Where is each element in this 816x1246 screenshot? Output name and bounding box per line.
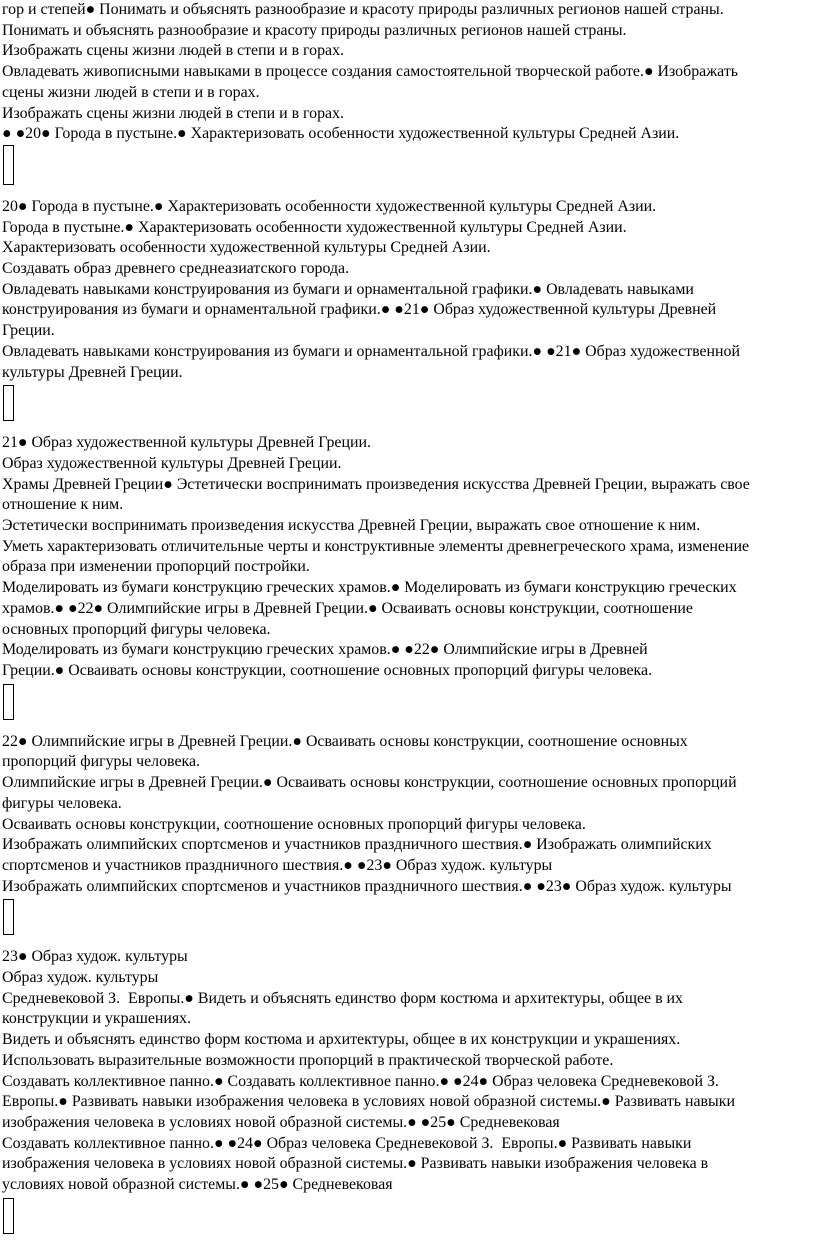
text-line: Овладевать навыками конструирования из бумаги и орнаментальной графики.● Овладевать навыками [2, 280, 694, 298]
text-line: Моделировать из бумаги конструкцию греческих храмов.● Моделировать из бумаги конструкцию греческих [2, 579, 737, 597]
text-line: Использовать выразительные возможности пропорций в практической творческой работе. [2, 1051, 614, 1069]
text-section [2, 433, 814, 681]
empty-table-cell-marker [3, 899, 14, 935]
text-line: отношение к ним. [2, 496, 124, 514]
text-line: основных пропорций фигуры человека. [2, 620, 271, 638]
text-line: конструирования из бумаги и орнаментальной графики.● ●21● Образ художественной культуры Древней [2, 301, 717, 319]
text-line: фигуры человека. [2, 794, 122, 812]
text-line: спортсменов и участников праздничного шествия.● ●23● Образ худож. культуры [2, 856, 553, 874]
text-section [2, 0, 814, 145]
text-line: сцены жизни людей в степи и в горах. [2, 83, 260, 101]
text-line: изображения человека в условиях новой образной системы.● Развивать навыки изображения человека в [2, 1155, 709, 1173]
text-line: Изображать олимпийских спортсменов и участников праздничного шествия.● Изображать олимпийских [2, 836, 712, 854]
text-line: Европы.● Развивать навыки изображения человека в условиях новой образной системы.● Развивать навыки [2, 1093, 735, 1111]
text-line: Создавать коллективное панно.● Создавать коллективное панно.● ●24● Образ человека Средневековой З. [2, 1072, 719, 1090]
text-line: конструкции и украшениях. [2, 1010, 192, 1028]
text-line: Средневековой З. Европы.● Видеть и объяснять единство форм костюма и архитектуры, общее в их [2, 989, 683, 1007]
text-line: Образ худож. культуры [2, 969, 159, 987]
text-line: культуры Древней Греции. [2, 363, 183, 381]
text-line: Олимпийские игры в Древней Греции.● Осваивать основы конструкции, соотношение основных пропорций [2, 774, 737, 792]
text-line: Эстетически воспринимать произведения искусства Древней Греции, выражать свое отношение к ним. [2, 517, 701, 535]
text-line: Осваивать основы конструкции, соотношение основных пропорций фигуры человека. [2, 815, 586, 833]
text-line: Греции. [2, 322, 55, 340]
text-line: 20● Города в пустыне.● Характеризовать особенности художественной культуры Средней Азии. [2, 197, 657, 215]
text-line: Храмы Древней Греции● Эстетически воспринимать произведения искусства Древней Греции, выражать свое [2, 475, 750, 493]
text-line: Города в пустыне.● Характеризовать особенности художественной культуры Средней Азии. [2, 218, 627, 236]
text-line: Моделировать из бумаги конструкцию греческих храмов.● ●22● Олимпийские игры в Древней [2, 641, 648, 659]
text-line: Овладевать живописными навыками в процессе создания самостоятельной творческой работе.● Изображать [2, 63, 739, 81]
empty-table-cell-marker [3, 385, 14, 421]
text-line: Создавать образ древнего среднеазиатского города. [2, 260, 350, 278]
empty-table-cell-marker [3, 684, 14, 720]
text-line: Уметь характеризовать отличительные черты и конструктивные элементы древнегреческого храма, изменение [2, 537, 749, 555]
text-line: условиях новой образной системы.● ●25● Средневековая [2, 1176, 393, 1194]
text-line: Характеризовать особенности художественной культуры Средней Азии. [2, 239, 491, 257]
empty-table-cell-marker [3, 145, 14, 185]
text-line: 23● Образ худож. культуры [2, 948, 188, 966]
empty-table-cell-marker [3, 1198, 14, 1234]
text-line: образа при изменении пропорций постройки. [2, 558, 310, 576]
text-line: Изображать олимпийских спортсменов и участников праздничного шествия.● ●23● Образ худож. культуры [2, 877, 732, 895]
text-line: Овладевать навыками конструирования из бумаги и орнаментальной графики.● ●21● Образ художественной [2, 342, 740, 360]
text-line: Понимать и объяснять разнообразие и красоту природы различных регионов нашей страны. [2, 21, 627, 39]
text-line: храмов.● ●22● Олимпийские игры в Древней Греции.● Осваивать основы конструкции, соотношение [2, 599, 693, 617]
text-line: пропорций фигуры человека. [2, 753, 201, 771]
text-section [2, 732, 814, 898]
text-line: Греции.● Осваивать основы конструкции, соотношение основных пропорций фигуры человека. [2, 661, 653, 679]
text-line: Видеть и объяснять единство форм костюма и архитектуры, общее в их конструкции и украшениях. [2, 1031, 681, 1049]
text-line: Образ художественной культуры Древней Греции. [2, 454, 342, 472]
text-line: изображения человека в условиях новой образной системы.● ●25● Средневековая [2, 1113, 560, 1131]
text-line: Создавать коллективное панно.● ●24● Образ человека Средневековой З. Европы.● Развивать навыки [2, 1134, 692, 1152]
text-section [2, 947, 814, 1195]
text-section [2, 197, 814, 383]
text-line: 22● Олимпийские игры в Древней Греции.● Осваивать основы конструкции, соотношение основных [2, 732, 688, 750]
text-line: Изображать сцены жизни людей в степи и в горах. [2, 104, 345, 122]
text-line: 21● Образ художественной культуры Древней Греции. [2, 434, 371, 452]
text-line: ● ●20● Города в пустыне.● Характеризовать особенности художественной культуры Средней Азии. [2, 125, 680, 143]
text-line: Изображать сцены жизни людей в степи и в горах. [2, 42, 345, 60]
text-line: гор и степей● Понимать и объяснять разнообразие и красоту природы различных регионов нашей страны. [2, 1, 724, 18]
